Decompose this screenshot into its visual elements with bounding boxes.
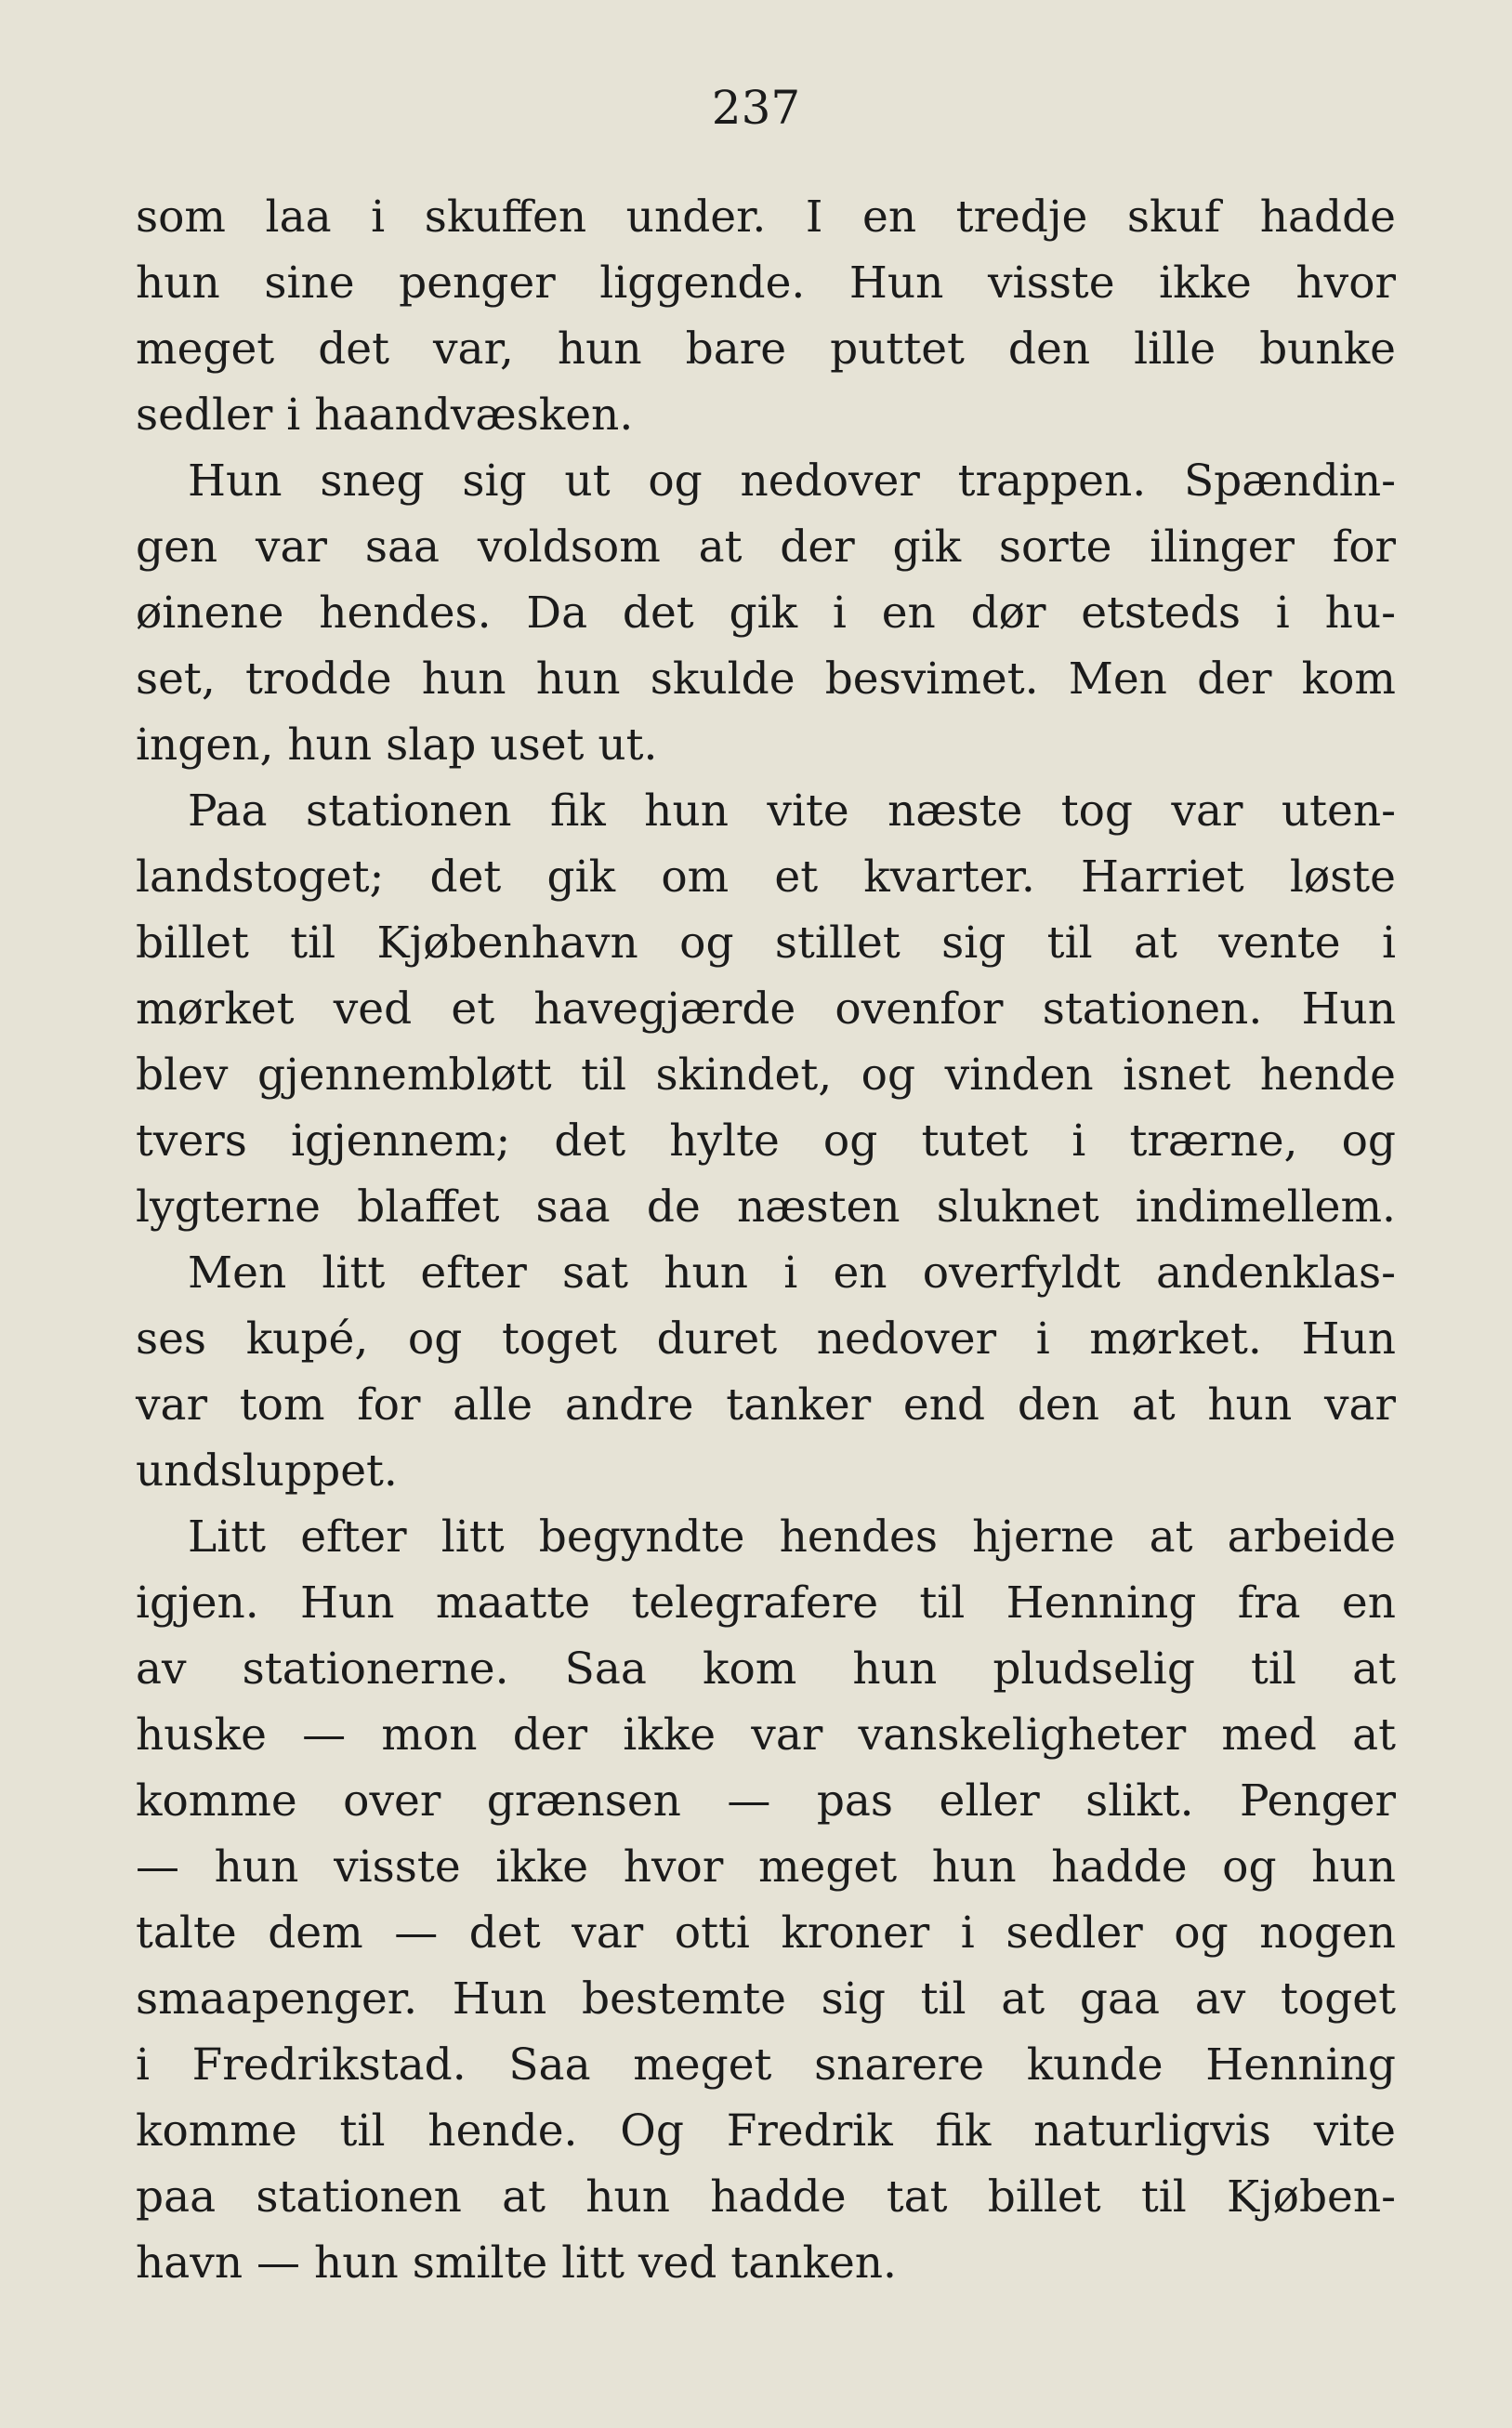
text-line: ses kupé, og toget duret nedover i mørket. Hun <box>136 1313 1396 1365</box>
text-line: havn — hun smilte litt ved tanken. <box>136 2237 897 2289</box>
text-line: i Fredrikstad. Saa meget snarere kunde Henning <box>136 2039 1396 2091</box>
text-line: var tom for alle andre tanker end den at hun var <box>136 1379 1396 1431</box>
text-line: komme til hende. Og Fredrik fik naturligvis vite <box>136 2105 1396 2157</box>
text-line: lygterne blaffet saa de næsten sluknet indimellem. <box>136 1181 1396 1233</box>
text-line: smaapenger. Hun bestemte sig til at gaa av toget <box>136 1973 1396 2025</box>
text-line: undsluppet. <box>136 1445 398 1497</box>
text-line: komme over grænsen — pas eller slikt. Penger <box>136 1775 1396 1827</box>
text-line: blev gjennembløtt til skindet, og vinden isnet hende <box>136 1049 1396 1101</box>
text-line: paa stationen at hun hadde tat billet til Kjøben- <box>136 2171 1396 2223</box>
text-line: talte dem — det var otti kroner i sedler og nogen <box>136 1907 1396 1959</box>
page-number: 237 <box>711 81 801 135</box>
text-line: set, trodde hun hun skulde besvimet. Men der kom <box>136 653 1396 705</box>
text-line: tvers igjennem; det hylte og tutet i trærne, og <box>136 1115 1396 1167</box>
text-line: — hun visste ikke hvor meget hun hadde og hun <box>136 1841 1396 1893</box>
text-line: Men litt efter sat hun i en overfyldt andenklas- <box>188 1247 1396 1299</box>
text-line: igjen. Hun maatte telegrafere til Henning fra en <box>136 1577 1396 1629</box>
body-text <box>136 184 1396 2296</box>
text-line: Litt efter litt begyndte hendes hjerne at arbeide <box>188 1511 1396 1563</box>
text-line: ingen, hun slap uset ut. <box>136 719 658 771</box>
text-line: som laa i skuffen under. I en tredje skuf hadde <box>136 191 1396 243</box>
text-line: Hun sneg sig ut og nedover trappen. Spændin- <box>188 455 1396 507</box>
text-line: Paa stationen fik hun vite næste tog var uten- <box>188 785 1396 837</box>
text-line: mørket ved et havegjærde ovenfor stationen. Hun <box>136 983 1396 1035</box>
text-line: hun sine penger liggende. Hun visste ikke hvor <box>136 257 1396 309</box>
text-line: billet til Kjøbenhavn og stillet sig til at vente i <box>136 917 1396 969</box>
text-line: meget det var, hun bare puttet den lille bunke <box>136 323 1396 375</box>
text-line: huske — mon der ikke var vanskeligheter med at <box>136 1709 1396 1761</box>
text-line: av stationerne. Saa kom hun pludselig til at <box>136 1643 1396 1695</box>
text-line: gen var saa voldsom at der gik sorte ilinger for <box>136 521 1396 573</box>
text-line: øinene hendes. Da det gik i en dør etsteds i hu- <box>136 587 1396 639</box>
text-line: sedler i haandvæsken. <box>136 389 634 441</box>
text-line: landstoget; det gik om et kvarter. Harriet løste <box>136 851 1396 903</box>
